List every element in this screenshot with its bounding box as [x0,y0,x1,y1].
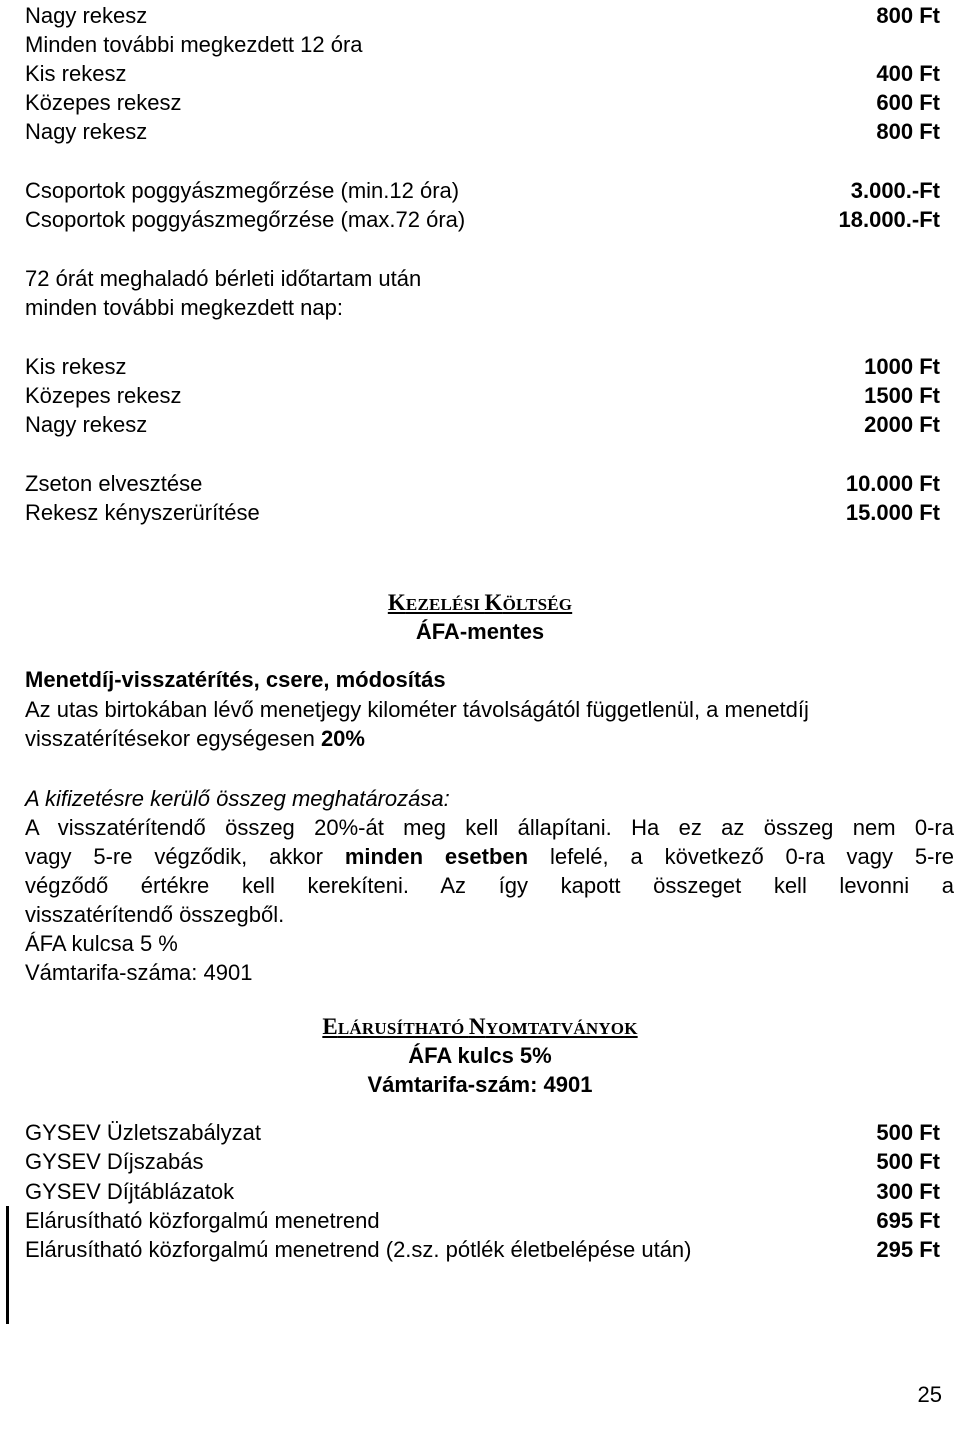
refund-text: visszatérítésekor egységesen 20% [25,726,365,751]
calc-text: visszatérítendő összegből. [25,902,285,927]
handling-title-text: KEZELÉSI KÖLTSÉG [387,590,573,615]
daily-row-price: 2000 Ft [864,412,940,437]
daily-row-price: 1000 Ft [864,354,940,379]
forms-title [0,1012,960,1043]
handling-subtitle: ÁFA-mentes [415,619,545,644]
daily-row-price: 1500 Ft [864,383,940,408]
group-row-label: Csoportok poggyászmegőrzése (min.12 óra) [25,178,460,203]
penalty-row-label: Rekesz kényszerürítése [25,500,260,525]
form-row-price: 500 Ft [876,1120,940,1145]
row-price: 800 Ft [876,3,940,28]
form-row-price: 295 Ft [876,1237,940,1262]
forms-customs: Vámtarifa-szám: 4901 [367,1072,593,1097]
forms-vat: ÁFA kulcs 5% [408,1043,552,1068]
forms-title-text: ELÁRUSÍTHATÓ NYOMTATVÁNYOK [322,1014,638,1039]
form-row-label: Elárusítható közforgalmú menetrend [25,1208,380,1233]
form-row-label: Elárusítható közforgalmú menetrend (2.sz. pótlék életbelépése után) [25,1237,692,1262]
calc-emphasis: minden esetben [344,844,529,869]
penalty-row-price: 10.000 Ft [845,471,940,496]
daily-row-label: Közepes rekesz [25,383,182,408]
group-row-price: 18.000.-Ft [838,207,940,232]
over72-text: 72 órát meghaladó bérleti időtartam után [25,266,422,291]
form-row-price: 695 Ft [876,1208,940,1233]
row-price: 800 Ft [876,119,940,144]
group-row-label: Csoportok poggyászmegőrzése (max.72 óra) [25,207,466,232]
page-number: 25 [917,1382,942,1407]
customs-number: Vámtarifa-száma: 4901 [25,960,253,985]
calc-text: A visszatérítendő összeg 20%-át meg kell állapítani. Ha ez az összeg nem 0-ra [25,815,954,840]
row-label: Nagy rekesz [25,3,148,28]
vat-rate: ÁFA kulcsa 5 % [25,931,178,956]
refund-text: Az utas birtokában lévő menetjegy kilométer távolságától függetlenül, a menetdíj [25,697,809,722]
row-price: 400 Ft [876,61,940,86]
refund-percent: 20% [320,726,365,751]
refund-heading: Menetdíj-visszatérítés, csere, módosítás [25,667,446,692]
calc-text: végződő értékre kell kerekíteni. Az így kapott összeget kell levonni a [25,873,954,898]
row-label: Kis rekesz [25,61,127,86]
row-label: Nagy rekesz [25,119,148,144]
daily-row-label: Nagy rekesz [25,412,148,437]
calc-heading: A kifizetésre kerülő összeg meghatározása: [25,786,450,811]
change-bar [6,1206,9,1324]
form-row-label: GYSEV Üzletszabályzat [25,1120,261,1145]
penalty-row-price: 15.000 Ft [845,500,940,525]
form-row-price: 300 Ft [876,1179,940,1204]
calc-text: vagy 5-re végződik, akkor minden esetben lefelé, a következő 0-ra vagy 5-re [25,844,955,869]
group-row-price: 3.000.-Ft [850,178,940,203]
form-row-label: GYSEV Díjszabás [25,1149,204,1174]
over72-text: minden további megkezdett nap: [25,295,343,320]
handling-title [0,588,960,619]
row-label: Közepes rekesz [25,90,182,115]
daily-row-label: Kis rekesz [25,354,127,379]
form-row-price: 500 Ft [876,1149,940,1174]
form-row-label: GYSEV Díjtáblázatok [25,1179,235,1204]
penalty-row-label: Zseton elvesztése [25,471,203,496]
row-price: 600 Ft [876,90,940,115]
row-label: Minden további megkezdett 12 óra [25,32,363,57]
